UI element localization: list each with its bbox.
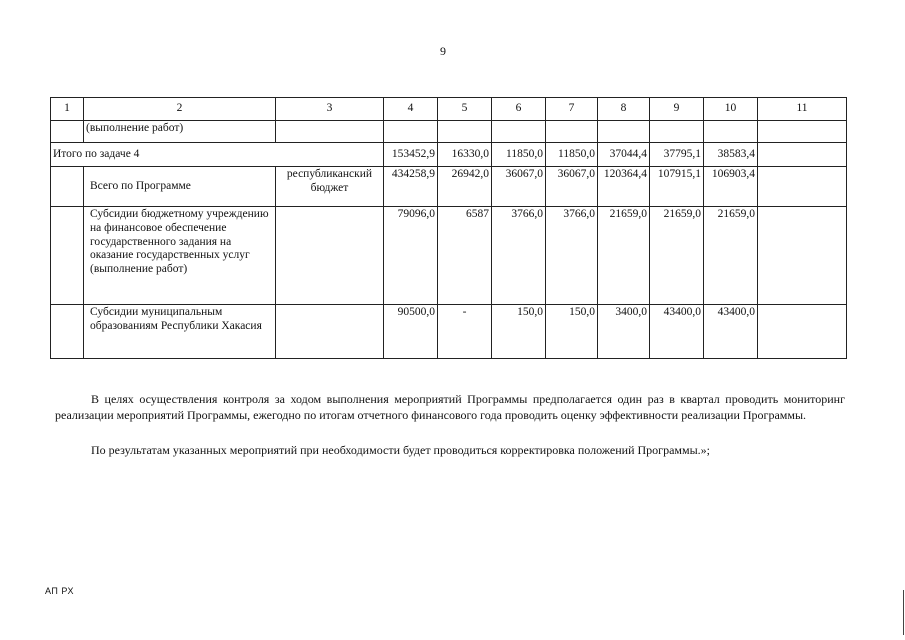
value-cell: 150,0 bbox=[492, 305, 546, 359]
row-label: (выполнение работ) bbox=[84, 121, 276, 143]
header-cell: 6 bbox=[492, 98, 546, 121]
value-cell: 90500,0 bbox=[384, 305, 438, 359]
adjustment-paragraph: По результатам указанных мероприятий при необходимости будет проводиться корректировка положений Программы.»; bbox=[91, 443, 711, 457]
table-cell bbox=[276, 207, 384, 305]
table-cell bbox=[51, 305, 84, 359]
value-cell: 21659,0 bbox=[650, 207, 704, 305]
header-cell: 3 bbox=[276, 98, 384, 121]
table-cell bbox=[650, 121, 704, 143]
funding-source: республиканский бюджет bbox=[276, 167, 384, 207]
archive-stamp: АП РХ bbox=[45, 586, 74, 596]
value-cell: 3766,0 bbox=[546, 207, 598, 305]
value-cell: 106903,4 bbox=[704, 167, 758, 207]
value-cell: 21659,0 bbox=[704, 207, 758, 305]
program-funding-table bbox=[50, 97, 847, 359]
table-row-task-total bbox=[51, 143, 847, 167]
header-cell: 8 bbox=[598, 98, 650, 121]
table-cell bbox=[51, 121, 84, 143]
table-cell bbox=[51, 207, 84, 305]
table-row-subsidy-institution bbox=[51, 207, 847, 305]
value-cell: 21659,0 bbox=[598, 207, 650, 305]
value-cell: 26942,0 bbox=[438, 167, 492, 207]
value-cell: - bbox=[438, 305, 492, 359]
table-cell bbox=[758, 167, 847, 207]
table-cell bbox=[758, 305, 847, 359]
value-cell: 38583,4 bbox=[704, 143, 758, 167]
value-cell: 36067,0 bbox=[492, 167, 546, 207]
table-row-continuation bbox=[51, 121, 847, 143]
value-cell: 36067,0 bbox=[546, 167, 598, 207]
value-cell: 11850,0 bbox=[492, 143, 546, 167]
table-cell bbox=[276, 305, 384, 359]
row-label: Субсидии муниципальным образованиям Республики Хакасия bbox=[84, 305, 276, 359]
table-cell bbox=[598, 121, 650, 143]
value-cell: 43400,0 bbox=[704, 305, 758, 359]
row-label: Субсидии бюджетному учреждению на финансовое обеспечение государственного задания на оказание государственных услуг (выполнение работ) bbox=[84, 207, 276, 305]
table-cell bbox=[276, 121, 384, 143]
table-row-program-total bbox=[51, 167, 847, 207]
header-cell: 10 bbox=[704, 98, 758, 121]
value-cell: 37795,1 bbox=[650, 143, 704, 167]
value-cell: 43400,0 bbox=[650, 305, 704, 359]
page-number: 9 bbox=[440, 44, 446, 58]
table-header-row bbox=[51, 98, 847, 121]
header-cell: 5 bbox=[438, 98, 492, 121]
value-cell: 120364,4 bbox=[598, 167, 650, 207]
value-cell: 3400,0 bbox=[598, 305, 650, 359]
table-cell bbox=[384, 121, 438, 143]
table-row-subsidy-municipal bbox=[51, 305, 847, 359]
table-cell bbox=[546, 121, 598, 143]
value-cell: 434258,9 bbox=[384, 167, 438, 207]
header-cell: 1 bbox=[51, 98, 84, 121]
value-cell: 16330,0 bbox=[438, 143, 492, 167]
monitoring-paragraph: В целях осуществления контроля за ходом выполнения мероприятий Программы предполагается один раз в квартал проводить мониторинг реализации мероприятий Программы, ежегодно по итогам отчетного финансового года проводить оценку эффективности реализации Программы. bbox=[55, 392, 845, 422]
header-cell: 4 bbox=[384, 98, 438, 121]
table-cell bbox=[758, 121, 847, 143]
table-cell bbox=[438, 121, 492, 143]
table-cell bbox=[704, 121, 758, 143]
row-label: Всего по Программе bbox=[84, 167, 276, 207]
value-cell: 79096,0 bbox=[384, 207, 438, 305]
value-cell: 150,0 bbox=[546, 305, 598, 359]
header-cell: 11 bbox=[758, 98, 847, 121]
row-label: Итого по задаче 4 bbox=[51, 143, 384, 167]
value-cell: 107915,1 bbox=[650, 167, 704, 207]
value-cell: 37044,4 bbox=[598, 143, 650, 167]
header-cell: 7 bbox=[546, 98, 598, 121]
value-cell: 153452,9 bbox=[384, 143, 438, 167]
table-cell bbox=[492, 121, 546, 143]
table-cell bbox=[758, 207, 847, 305]
header-cell: 2 bbox=[84, 98, 276, 121]
table-cell bbox=[51, 167, 84, 207]
scan-edge-line bbox=[903, 590, 904, 635]
value-cell: 3766,0 bbox=[492, 207, 546, 305]
value-cell: 11850,0 bbox=[546, 143, 598, 167]
header-cell: 9 bbox=[650, 98, 704, 121]
table-cell bbox=[758, 143, 847, 167]
value-cell: 6587 bbox=[438, 207, 492, 305]
